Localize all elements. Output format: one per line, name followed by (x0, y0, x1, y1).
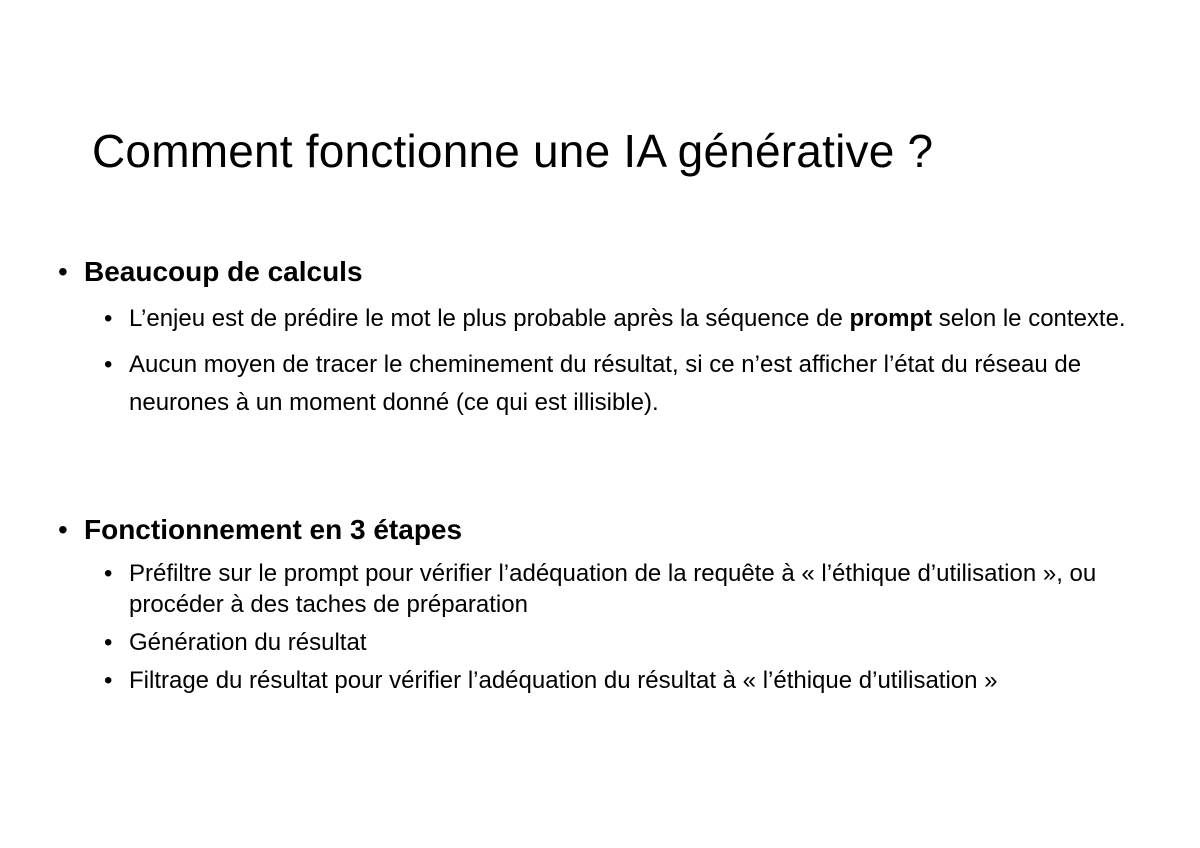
list-item-bold-term: prompt (849, 305, 933, 332)
list-item (104, 346, 1138, 422)
section-heading-text: Beaucoup de calculs (84, 256, 363, 287)
bullet-icon: • (104, 629, 113, 656)
section-heading-text: Fonctionnement en 3 étapes (84, 514, 463, 545)
bullet-icon: • (104, 667, 113, 694)
section-beaucoup-de-calculs (58, 254, 1138, 422)
list-item-text: Filtrage du résultat pour vérifier l’adéquation du résultat à « l’éthique d’utilisation » (129, 667, 998, 694)
list-item (104, 300, 1138, 338)
list-item-text: Préfiltre sur le prompt pour vérifier l’adéquation de la requête à « l’éthique d’utilisation », ou procéder à des taches de préparation (129, 560, 1097, 618)
slide-title: Comment fonctionne une IA générative ? (92, 125, 934, 177)
bullet-icon: • (104, 351, 113, 378)
list-item (104, 627, 1138, 658)
bullet-icon: • (104, 305, 113, 332)
list-item-text-part: L’enjeu est de prédire le mot le plus probable après la séquence de (129, 305, 850, 332)
list-item-text-part: selon le contexte. (932, 305, 1126, 332)
sub-bullet-list (58, 558, 1138, 696)
list-item-text (129, 300, 1138, 338)
section-heading (58, 512, 1138, 548)
section-heading (58, 254, 1138, 290)
sub-bullet-list (58, 300, 1138, 422)
list-item-text: Génération du résultat (129, 629, 367, 656)
bullet-icon: • (58, 256, 68, 287)
section-fonctionnement-en-3-etapes (58, 512, 1138, 696)
list-item-text: Aucun moyen de tracer le cheminement du résultat, si ce n’est afficher l’état du réseau de neurones à un moment donné (ce qui est illisible). (129, 351, 1082, 416)
bullet-icon: • (104, 560, 113, 587)
bullet-icon: • (58, 514, 68, 545)
list-item (104, 665, 1138, 696)
list-item (104, 558, 1138, 620)
